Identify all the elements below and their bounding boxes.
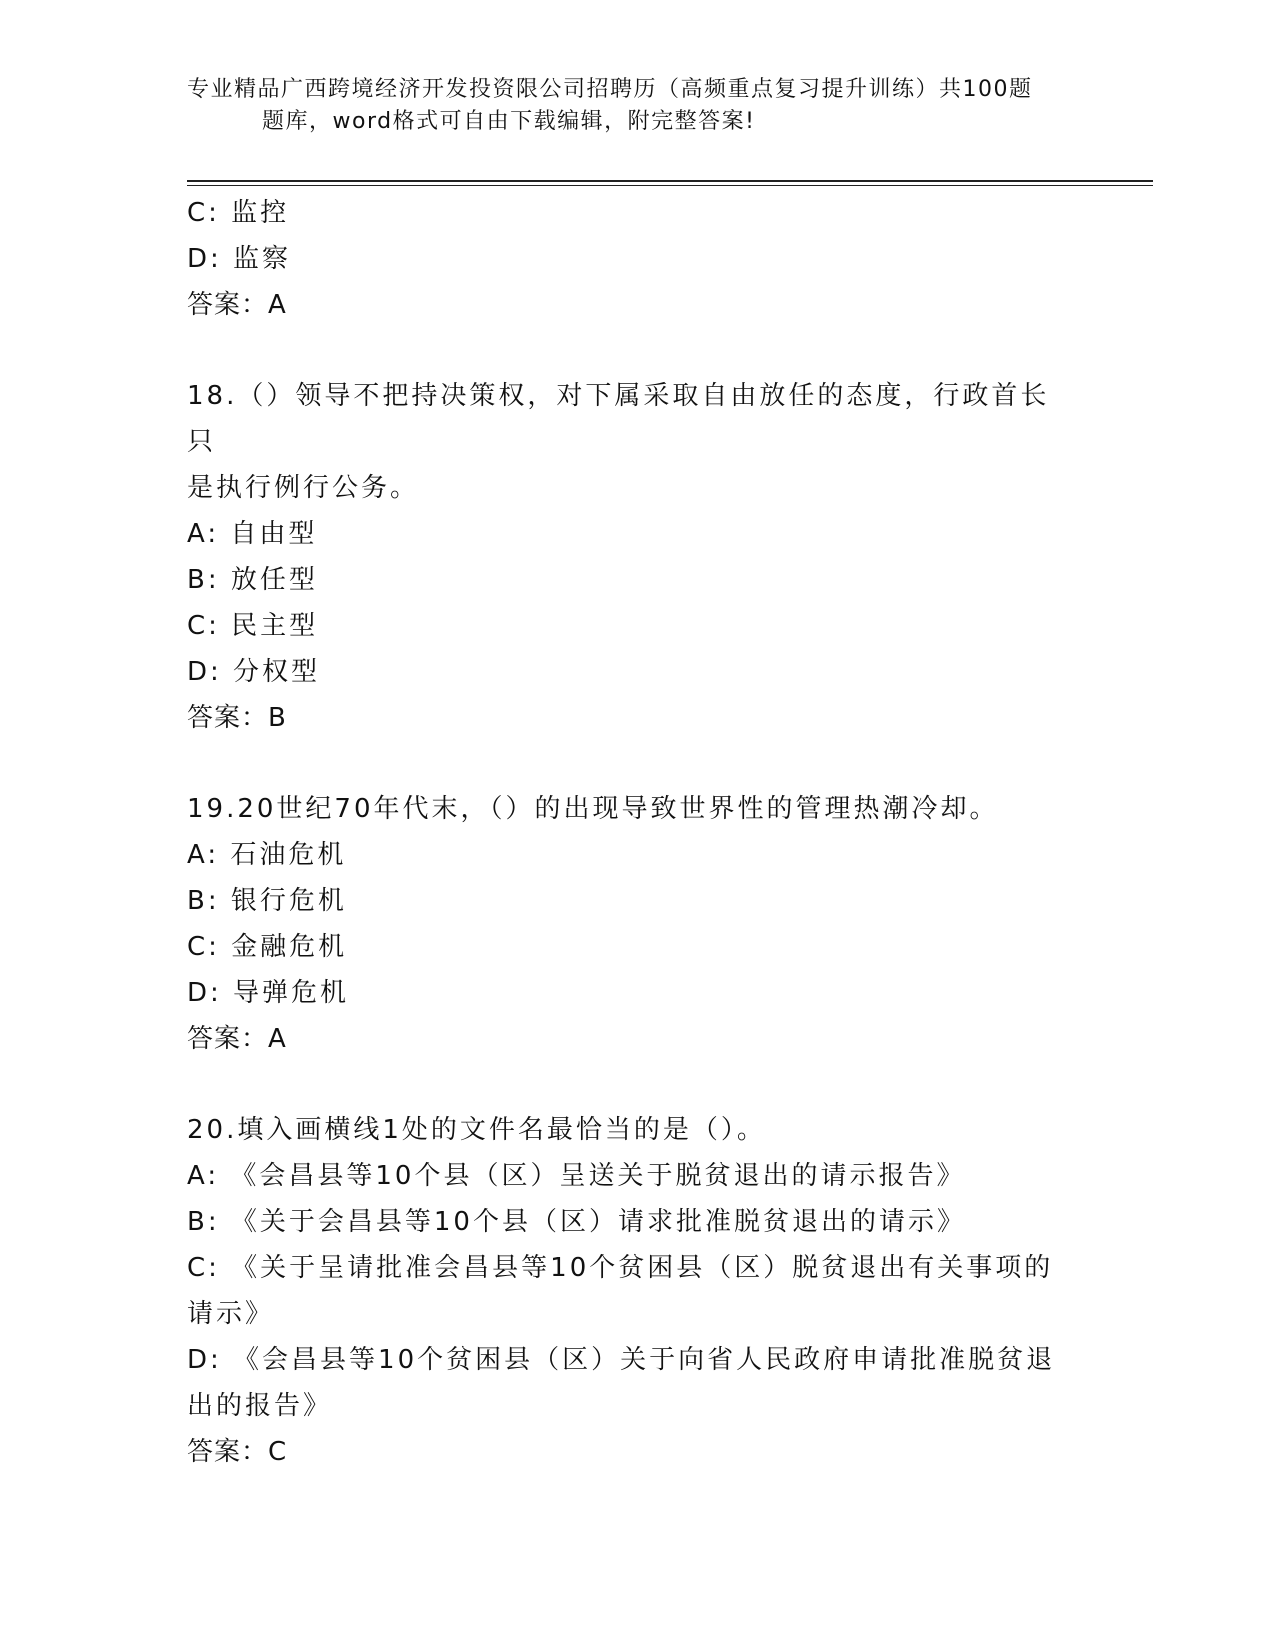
header-title-line1: 专业精品广西跨境经济开发投资限公司招聘历（高频重点复习提升训练）共100题: [187, 77, 1033, 102]
q18-answer: 答案：B: [187, 703, 287, 733]
q17-answer: 答案：A: [187, 290, 287, 320]
question-19: [187, 786, 1077, 1062]
q17-option-d: D: 监察: [187, 244, 292, 274]
spacer: [187, 328, 1077, 373]
spacer: [187, 741, 1077, 786]
document-body: [187, 190, 1077, 1475]
question-17-tail: [187, 190, 1077, 328]
q19-option-c: C: 金融危机: [187, 932, 348, 962]
q19-option-b: B: 银行危机: [187, 886, 347, 916]
q20-option-b: B: 《关于会昌县等10个县（区）请求批准脱贫退出的请示》: [187, 1207, 966, 1237]
question-18: [187, 373, 1077, 741]
q20-option-d-line2: 出的报告》: [187, 1391, 333, 1421]
q20-option-a: A: 《会昌县等10个县（区）呈送关于脱贫退出的请示报告》: [187, 1161, 966, 1191]
q19-option-d: D: 导弹危机: [187, 978, 350, 1008]
q17-option-c: C: 监控: [187, 198, 290, 228]
q18-stem-line1: 18.（）领导不把持决策权，对下属采取自由放任的态度，行政首长只: [187, 381, 1050, 457]
q18-stem-line2: 是执行例行公务。: [187, 473, 420, 503]
q20-option-d-line1: D: 《会昌县等10个贫困县（区）关于向省人民政府申请批准脱贫退: [187, 1345, 1056, 1375]
q18-option-c: C: 民主型: [187, 611, 319, 641]
q18-option-a: A: 自由型: [187, 519, 318, 549]
q19-answer: 答案：A: [187, 1024, 287, 1054]
q20-option-c-line2: 请示》: [187, 1299, 275, 1329]
q20-stem: 20.填入画横线1处的文件名最恰当的是（）。: [187, 1115, 766, 1145]
q19-option-a: A: 石油危机: [187, 840, 347, 870]
header-rule-thick: [187, 180, 1153, 182]
document-header: [187, 74, 1087, 138]
header-rule-thin: [187, 185, 1153, 186]
spacer: [187, 1062, 1077, 1107]
question-20: [187, 1107, 1077, 1475]
q18-option-b: B: 放任型: [187, 565, 318, 595]
q19-stem: 19.20世纪70年代末，（）的出现导致世界性的管理热潮冷却。: [187, 794, 999, 824]
q18-option-d: D: 分权型: [187, 657, 321, 687]
q20-option-c-line1: C: 《关于呈请批准会昌县等10个贫困县（区）脱贫退出有关事项的: [187, 1253, 1054, 1283]
q20-answer: 答案：C: [187, 1437, 288, 1467]
header-title-line2: 题库，word格式可自由下载编辑，附完整答案!: [262, 109, 756, 134]
